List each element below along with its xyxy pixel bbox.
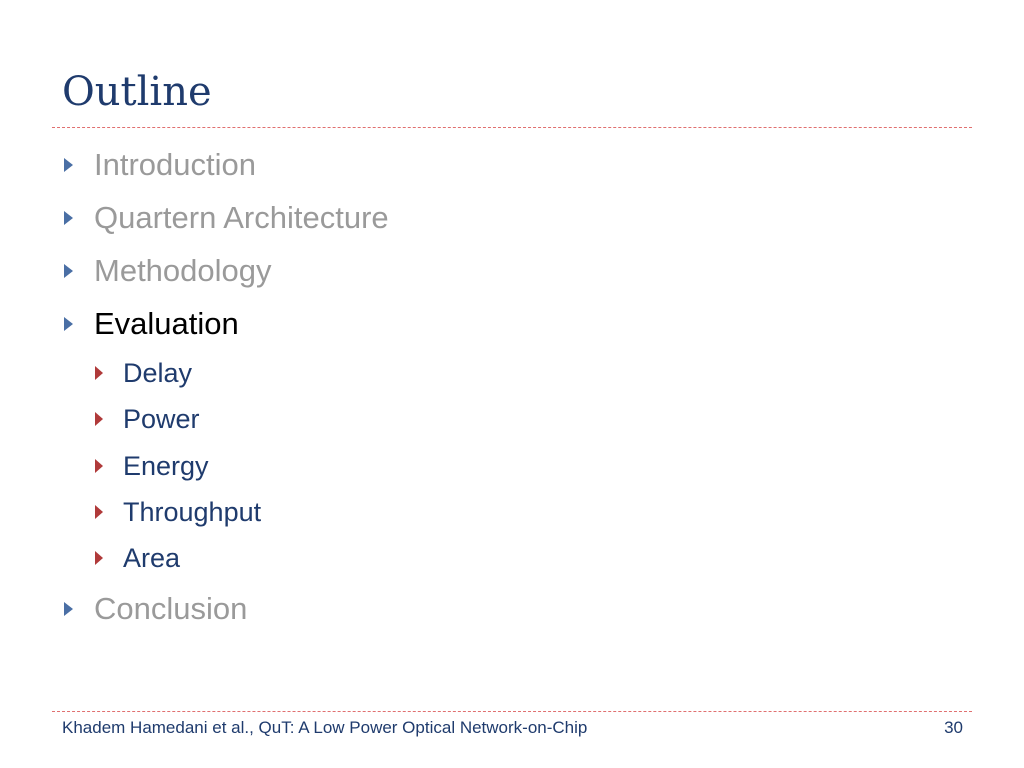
footer-citation: Khadem Hamedani et al., QuT: A Low Power Optical Network-on-Chip	[62, 718, 588, 737]
outline-subitem-area	[95, 540, 180, 576]
outline-item-introduction	[64, 145, 256, 185]
outline-item-evaluation	[64, 304, 239, 344]
triangle-bullet-icon	[95, 551, 103, 565]
outline-subitem-power	[95, 401, 200, 437]
title-divider	[52, 127, 972, 128]
triangle-bullet-icon	[64, 317, 73, 331]
outline-item-architecture	[64, 198, 389, 238]
outline-subitem-label: Delay	[123, 357, 193, 388]
outline-subitem-label: Throughput	[123, 496, 262, 527]
outline-subitem-label: Area	[123, 542, 181, 573]
slide-title: Outline	[62, 69, 212, 115]
outline-subitem-throughput	[95, 494, 261, 530]
triangle-bullet-icon	[95, 412, 103, 426]
outline-item-label: Quartern Architecture	[94, 200, 389, 235]
outline-item-label: Introduction	[94, 147, 256, 182]
footer-divider	[52, 711, 972, 712]
triangle-bullet-icon	[64, 602, 73, 616]
page-number: 30	[944, 718, 963, 737]
triangle-bullet-icon	[64, 264, 73, 278]
outline-item-label: Evaluation	[94, 306, 239, 341]
outline-item-label: Methodology	[94, 253, 272, 288]
outline-item-conclusion	[64, 589, 247, 629]
outline-item-methodology	[64, 251, 272, 291]
triangle-bullet-icon	[64, 158, 73, 172]
triangle-bullet-icon	[95, 505, 103, 519]
outline-subitem-label: Energy	[123, 450, 209, 481]
outline-subitem-delay	[95, 355, 192, 391]
outline-subitem-label: Power	[123, 403, 200, 434]
triangle-bullet-icon	[64, 211, 73, 225]
triangle-bullet-icon	[95, 366, 103, 380]
triangle-bullet-icon	[95, 459, 103, 473]
outline-item-label: Conclusion	[94, 591, 248, 626]
outline-subitem-energy	[95, 448, 209, 484]
